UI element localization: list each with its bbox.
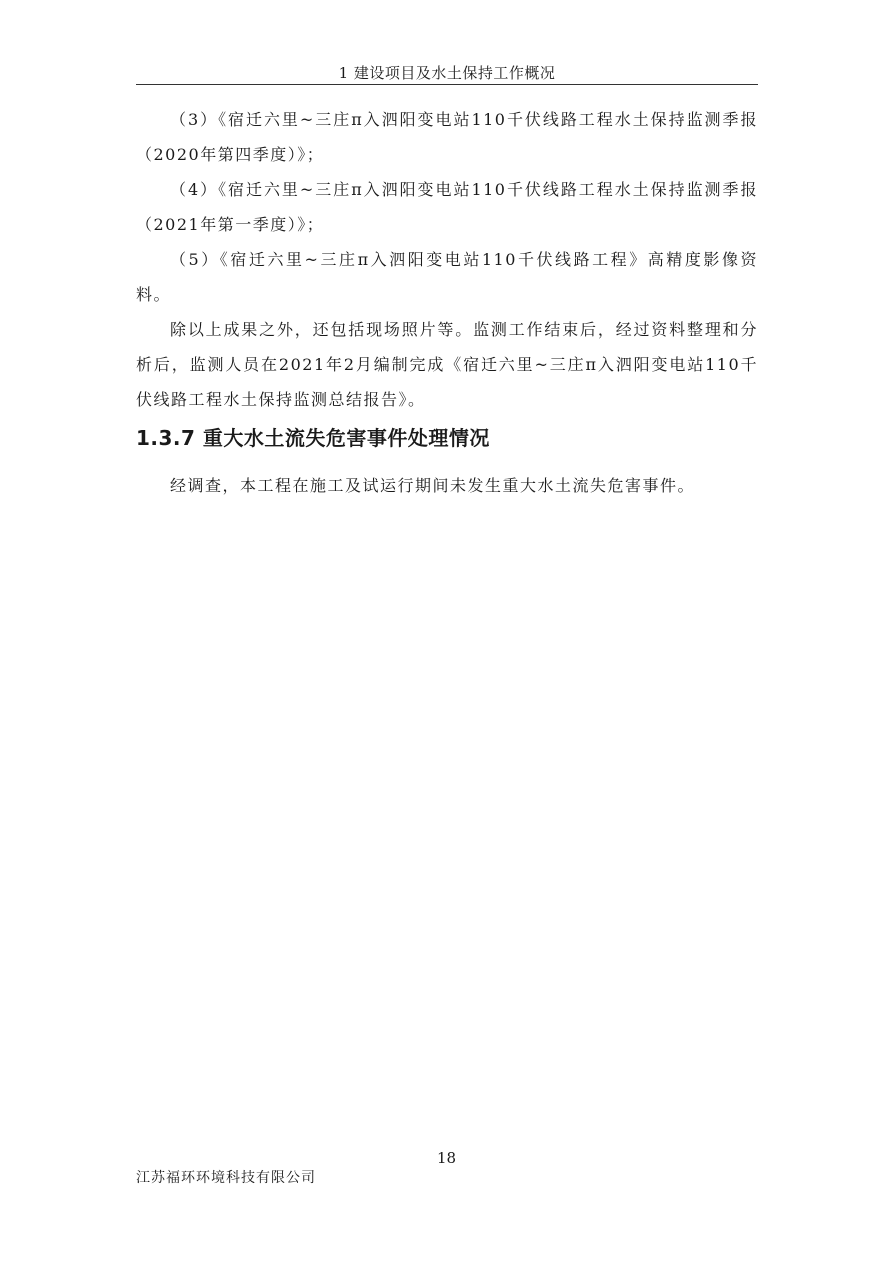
section-body bbox=[136, 468, 758, 503]
results-paragraph: 除以上成果之外，还包括现场照片等。监测工作结束后，经过资料整理和分析后，监测人员在2021年2月编制完成《宿迁六里~三庄π入泗阳变电站110千伏线路工程水土保持监测总结报告》。 bbox=[136, 320, 758, 409]
section-heading: 1.3.7 重大水土流失危害事件处理情况 bbox=[136, 426, 490, 450]
document-body bbox=[136, 102, 758, 417]
list-item-3: （3）《宿迁六里~三庄π入泗阳变电站110千伏线路工程水土保持监测季报（2020年第四季度）》； bbox=[136, 110, 758, 164]
company-name: 江苏福环环境科技有限公司 bbox=[136, 1170, 316, 1186]
running-header: 1 建设项目及水土保持工作概况 bbox=[338, 64, 556, 82]
list-item-4: （4）《宿迁六里~三庄π入泗阳变电站110千伏线路工程水土保持监测季报（2021年第一季度）》； bbox=[136, 180, 758, 234]
list-item-5: （5）《宿迁六里~三庄π入泗阳变电站110千伏线路工程》高精度影像资料。 bbox=[136, 250, 758, 304]
page-number: 18 bbox=[436, 1149, 457, 1167]
header-rule bbox=[136, 84, 758, 85]
section-paragraph: 经调查，本工程在施工及试运行期间未发生重大水土流失危害事件。 bbox=[170, 476, 696, 495]
